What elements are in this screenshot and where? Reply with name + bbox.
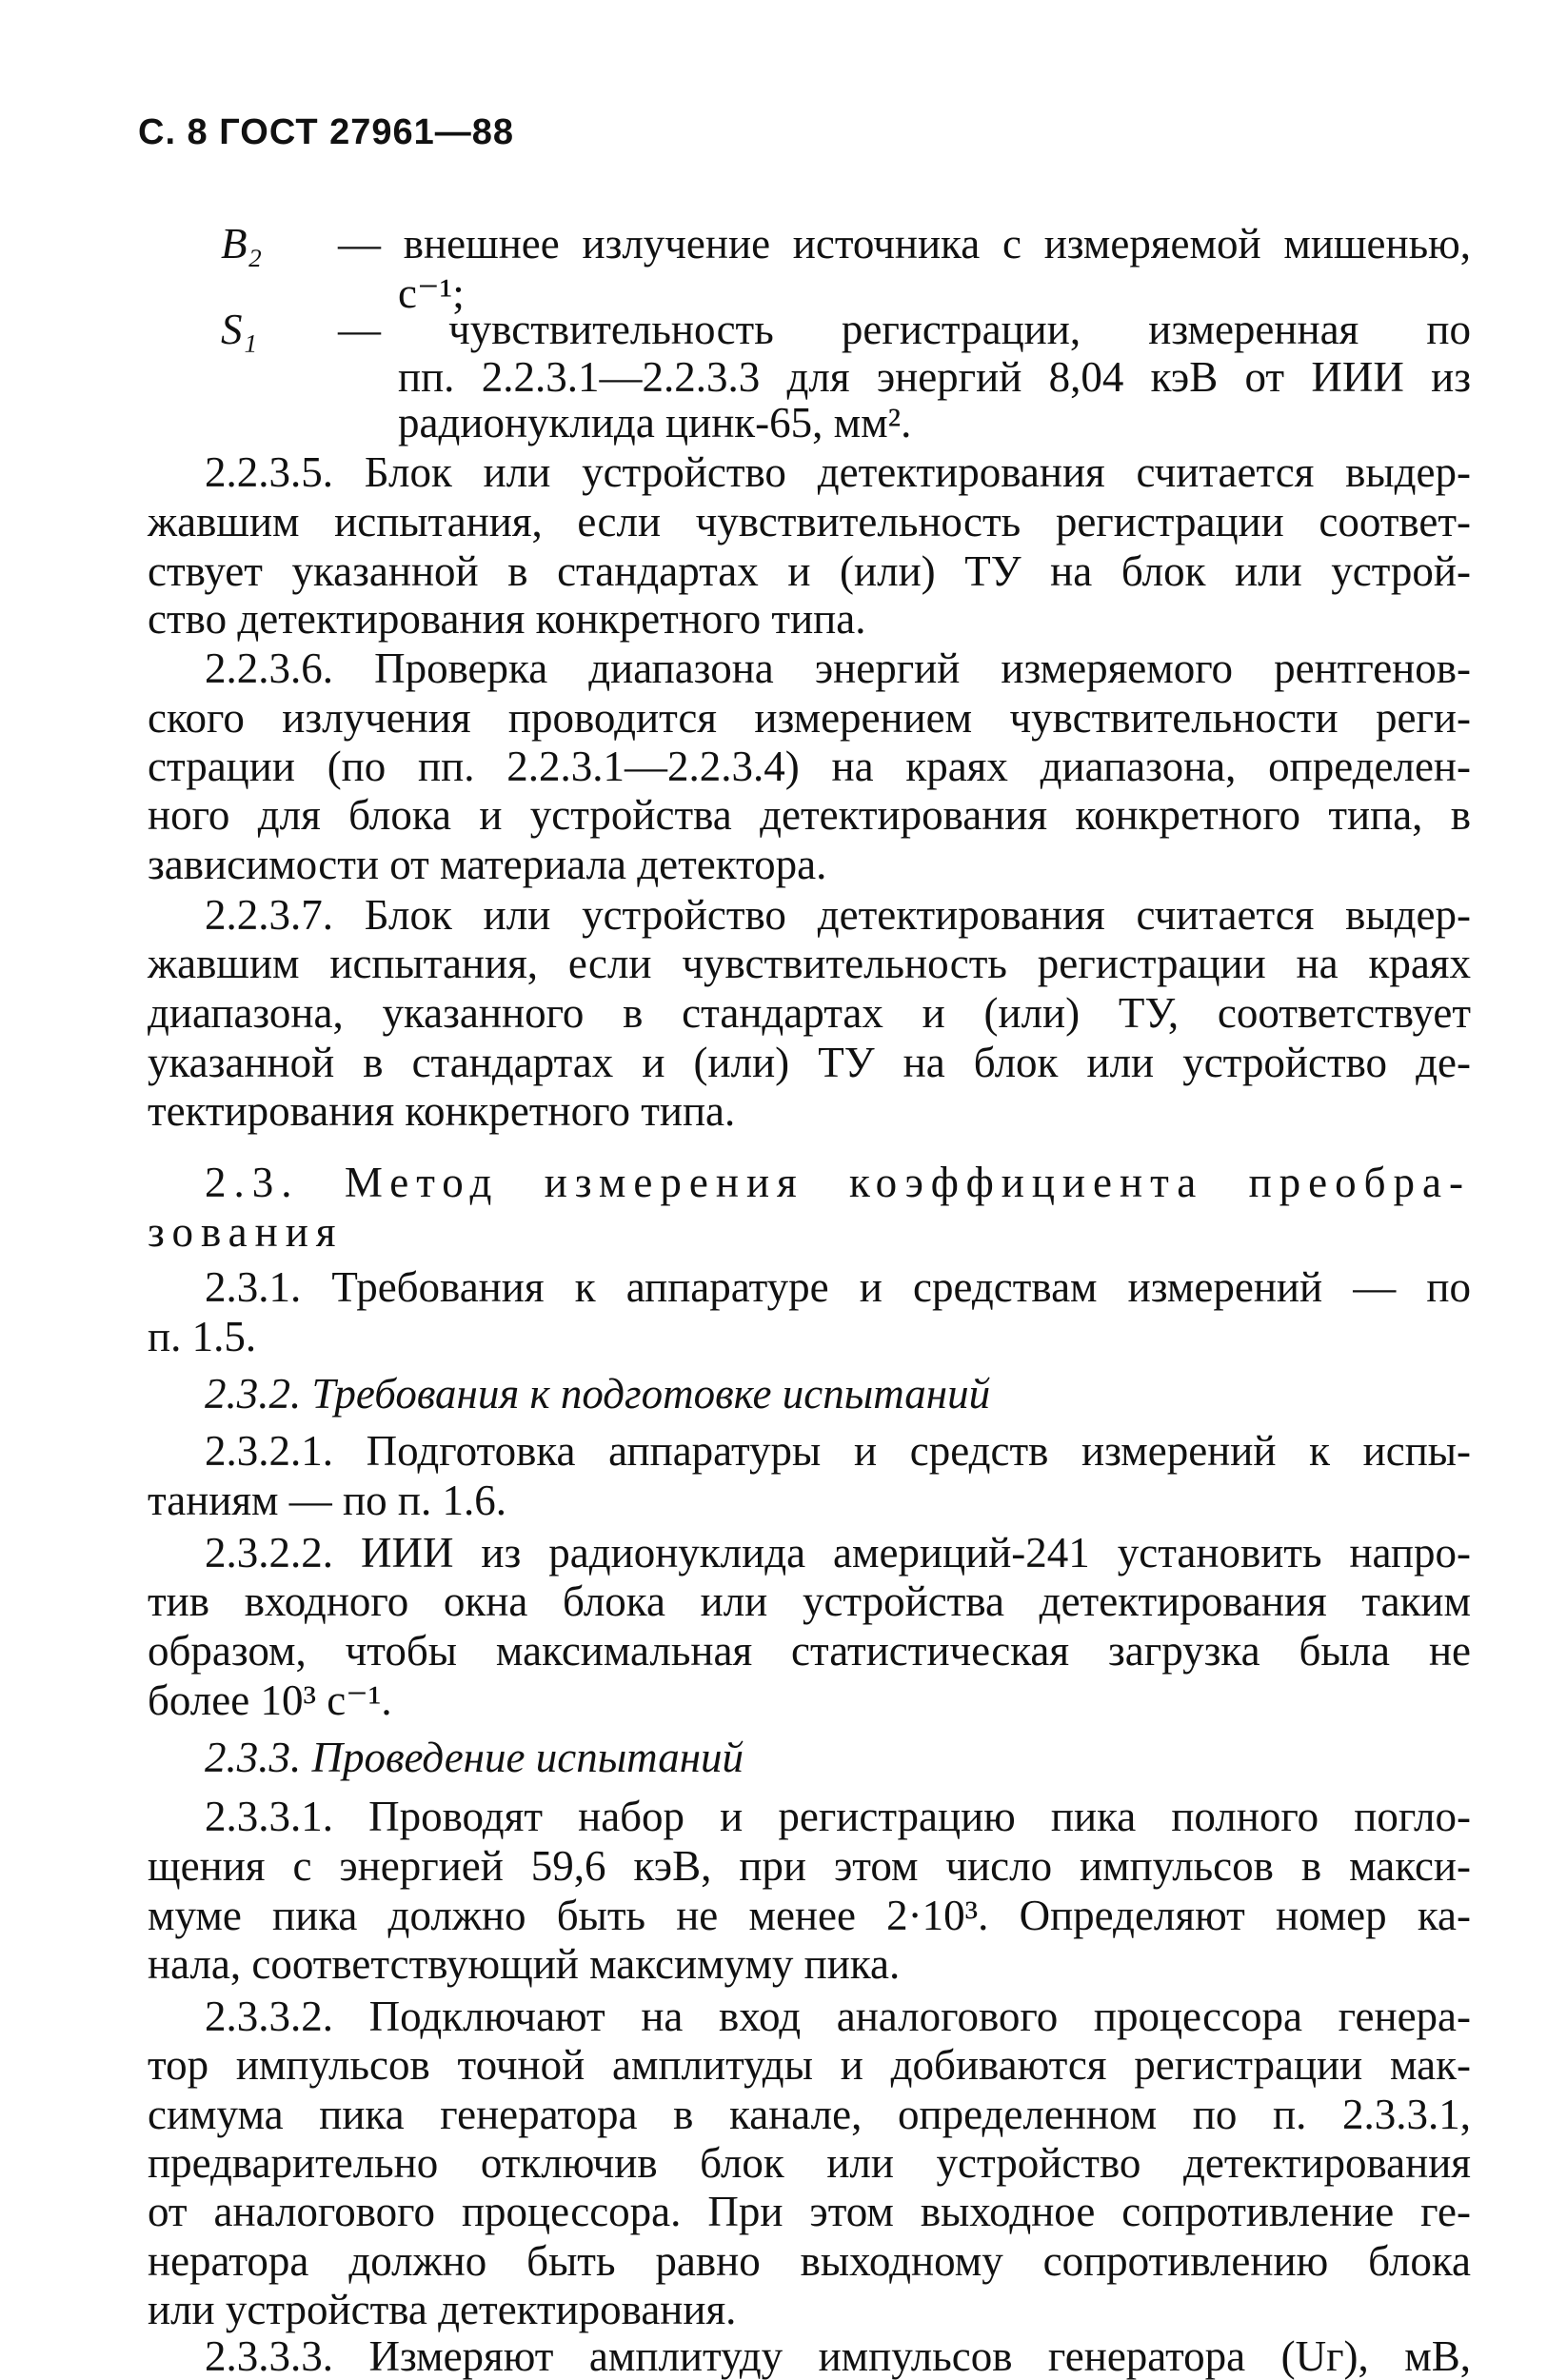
paragraph-line: более 10³ с⁻¹. <box>148 1676 392 1724</box>
paragraph-line: нератора должно быть равно выходному сопротивлению блока <box>148 2237 1471 2285</box>
paragraph-line: от аналогового процессора. При этом выходное сопротивление ге- <box>148 2188 1471 2235</box>
paragraph-line: жавшим испытания, если чувствительность регистрации на краях <box>148 940 1471 987</box>
definition-term-b2: B₂ <box>221 220 263 268</box>
subsection-heading: 2.3.3. Проведение испытаний <box>205 1734 744 1781</box>
paragraph-line: п. 1.5. <box>148 1313 257 1360</box>
definition-text: — внешнее излучение источника с измеряемой мишенью, <box>338 220 1471 268</box>
paragraph-line: зависимости от материала детектора. <box>148 841 827 888</box>
running-head: С. 8 ГОСТ 27961—88 <box>138 112 515 152</box>
paragraph-line: тор импульсов точной амплитуды и добиваются регистрации мак- <box>148 2041 1471 2089</box>
paragraph-line: таниям — по п. 1.6. <box>148 1477 506 1524</box>
section-heading: зования <box>148 1208 344 1256</box>
paragraph-line: 2.2.3.6. Проверка диапазона энергий измеряемого рентгенов- <box>205 645 1471 692</box>
paragraph-line: или устройства детектирования. <box>148 2286 737 2333</box>
paragraph-line: щения с энергией 59,6 кэВ, при этом число импульсов в макси- <box>148 1842 1471 1890</box>
paragraph-line: жавшим испытания, если чувствительность регистрации соответ- <box>148 498 1471 545</box>
paragraph-line: симума пика генератора в канале, определенном по п. 2.3.3.1, <box>148 2091 1471 2138</box>
definition-text: радионуклида цинк-65, мм². <box>398 399 912 446</box>
paragraph-line: ствует указанной в стандартах и (или) ТУ на блок или устрой- <box>148 547 1471 595</box>
paragraph-line: 2.3.3.1. Проводят набор и регистрацию пика полного погло- <box>205 1793 1471 1840</box>
paragraph-line: ного для блока и устройства детектирования конкретного типа, в <box>148 791 1471 839</box>
paragraph-line: муме пика должно быть не менее 2·10³. Определяют номер ка- <box>148 1892 1471 1939</box>
paragraph-line: тив входного окна блока или устройства детектирования таким <box>148 1577 1471 1625</box>
paragraph-line: 2.2.3.5. Блок или устройство детектирования считается выдер- <box>205 448 1471 496</box>
paragraph-line: 2.3.3.3. Измеряют амплитуду импульсов генератора (Uг), мВ, <box>205 2332 1471 2380</box>
paragraph-line: страции (по пп. 2.2.3.1—2.2.3.4) на краях диапазона, определен- <box>148 743 1471 790</box>
paragraph-line: 2.3.1. Требования к аппаратуре и средствам измерений — по <box>205 1263 1471 1311</box>
paragraph-line: нала, соответствующий максимуму пика. <box>148 1940 901 1988</box>
definition-text: с⁻¹; <box>398 269 465 317</box>
paragraph-line: 2.3.3.2. Подключают на вход аналогового процессора генера- <box>205 1993 1471 2040</box>
definition-term-s1: S₁ <box>221 306 258 353</box>
definition-text: пп. 2.2.3.1—2.2.3.3 для энергий 8,04 кэВ от ИИИ из <box>398 353 1471 401</box>
paragraph-line: предварительно отключив блок или устройство детектирования <box>148 2139 1471 2187</box>
subsection-heading: 2.3.2. Требования к подготовке испытаний <box>205 1370 991 1418</box>
paragraph-line: тектирования конкретного типа. <box>148 1087 736 1135</box>
paragraph-line: указанной в стандартах и (или) ТУ на блок или устройство де- <box>148 1039 1471 1086</box>
paragraph-line: 2.3.2.1. Подготовка аппаратуры и средств измерений к испы- <box>205 1427 1471 1475</box>
paragraph-line: диапазона, указанного в стандартах и (или) ТУ, соответствует <box>148 989 1471 1037</box>
paragraph-line: ского излучения проводится измерением чувствительности реги- <box>148 694 1471 742</box>
paragraph-line: 2.3.2.2. ИИИ из радионуклида америций-241 установить напро- <box>205 1529 1471 1577</box>
definition-text: — чувствительность регистрации, измеренная по <box>338 306 1471 353</box>
section-heading: 2.3. Метод измерения коэффициента преобра- <box>205 1159 1471 1206</box>
paragraph-line: образом, чтобы максимальная статистическая загрузка была не <box>148 1627 1471 1675</box>
paragraph-line: ство детектирования конкретного типа. <box>148 595 866 643</box>
paragraph-line: 2.2.3.7. Блок или устройство детектирования считается выдер- <box>205 891 1471 939</box>
